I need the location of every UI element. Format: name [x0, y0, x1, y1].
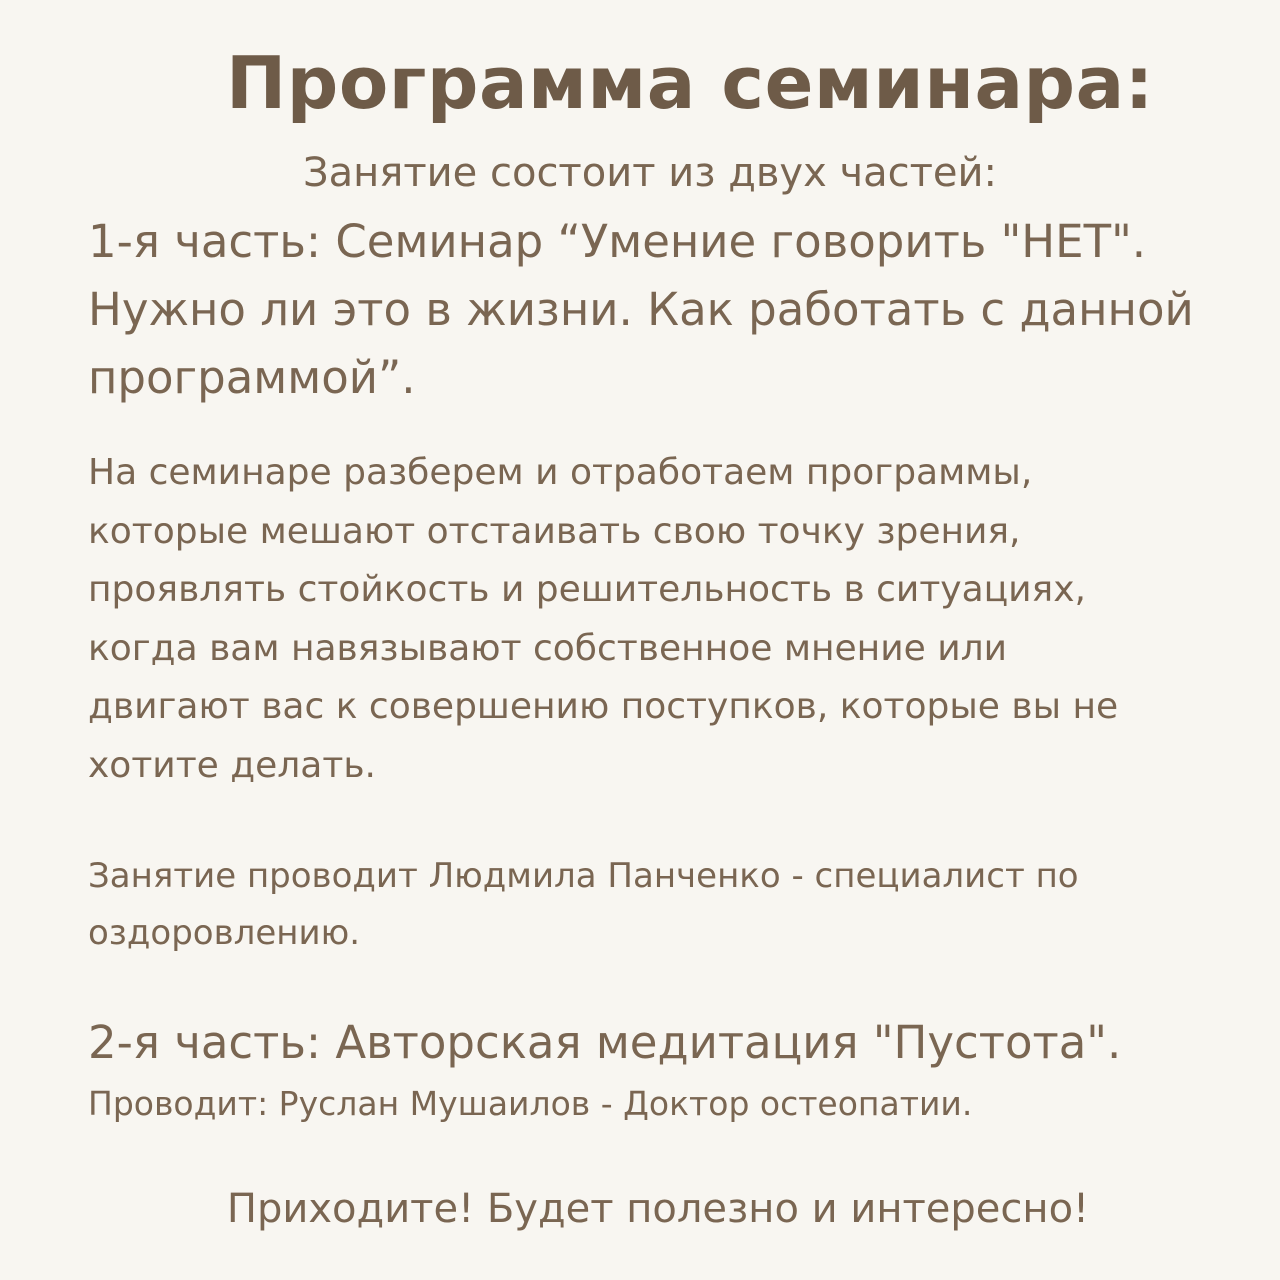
- part-one-block: [88, 208, 1238, 412]
- description-line: когда вам навязывают собственное мнение или: [88, 627, 1008, 669]
- part-one-line: программой”.: [88, 351, 416, 404]
- description-line: двигают вас к совершению поступков, которые вы не: [88, 686, 1119, 727]
- subtitle: Занятие состоит из двух частей:: [302, 150, 998, 196]
- instructor-line: оздоровлению.: [88, 913, 361, 953]
- part-two-title: 2-я часть: Авторская медитация "Пустота".: [88, 1016, 1122, 1069]
- part-one-line: Нужно ли это в жизни. Как работать с данной: [88, 283, 1194, 336]
- description-line: проявлять стойкость и решительность в ситуациях,: [88, 569, 1086, 610]
- instructor-line: Занятие проводит Людмила Панченко - специалист по: [88, 856, 1079, 896]
- closing-line: Приходите! Будет полезно и интересно!: [226, 1186, 1090, 1232]
- part-one-line: 1-я часть: Семинар “Умение говорить "НЕТ".: [88, 215, 1147, 268]
- description-line: которые мешают отстаивать свою точку зрения,: [88, 510, 1021, 552]
- description-line: хотите делать.: [88, 744, 376, 786]
- description-line: На семинаре разберем и отработаем программы,: [88, 452, 1033, 493]
- instructor-paragraph: [88, 848, 1238, 962]
- page-title: Программа семинара:: [226, 41, 1154, 125]
- description-paragraph: [88, 444, 1238, 795]
- part-two-host: Проводит: Руслан Мушаилов - Доктор остеопатии.: [88, 1084, 973, 1123]
